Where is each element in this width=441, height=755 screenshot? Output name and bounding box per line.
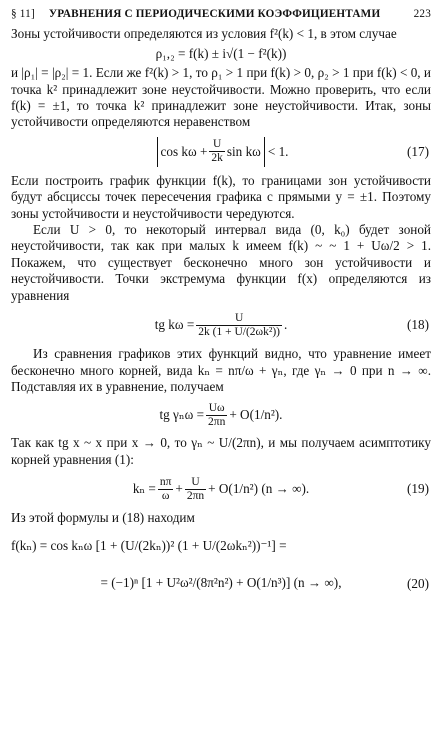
paragraph-2: и |ρ₁| = |ρ₂| = 1. Если же f²(k) > 1, то ρ₁ > 1 при f(k) > 0, ρ₂ > 1 при f(k) < 0, и точка k² принадлежит зоне неустойчивости. Можно проверить, что если f(k) = ±1, то точка k² принадлежит зоне неустойчивости. Итак, зоны устойчивости определяются неравенством xyxy=(11,65,431,130)
equation-f xyxy=(11,530,431,564)
equation-17 xyxy=(11,134,431,170)
paragraph-7: Из этой формулы и (18) находим xyxy=(11,510,195,526)
running-header xyxy=(11,6,431,22)
eq19-plus: + xyxy=(175,480,183,496)
abs-bar-right xyxy=(264,137,265,167)
eq19-num1: nπ xyxy=(159,475,172,488)
eq17-fraction xyxy=(209,138,225,165)
eq17-number: (17) xyxy=(407,143,429,159)
paragraph-5: Из сравнения графиков этих функций видно, что уравнение имеет бесконечно много корней, вида kₙ = nπ/ω + γₙ, где γₙ → 0 при n → ∞. Подставляя их в уравнение, получаем xyxy=(11,346,431,394)
eq19-den2: 2πn xyxy=(186,489,205,502)
eq20-text: = (−1)ⁿ [1 + U²ω²/(8π²n²) + O(1/n³)] (n → ∞), xyxy=(100,575,342,591)
paragraph-1: Зоны устойчивости определяются из условия f²(k) < 1, в этом случае xyxy=(11,26,397,42)
eq17-left: cos kω + xyxy=(160,143,208,159)
eq17-tail: < 1. xyxy=(267,143,289,159)
eqg-num: Uω xyxy=(206,402,227,416)
eq18-num: U xyxy=(196,312,282,326)
paragraph-3: Если построить график функции f(k), то границами зон устойчивости будут абсциссы точек пересечения графика с прямыми y = ±1. Поэтому зоны устойчивости и неустойчивости чередуются. xyxy=(11,172,431,221)
equation-18 xyxy=(11,307,431,343)
eq18-den: 2k (1 + U/(2ωk²)) xyxy=(198,325,280,338)
page-number: 223 xyxy=(413,8,431,20)
chapter-title: УРАВНЕНИЯ С ПЕРИОДИЧЕСКИМИ КОЭФФИЦИЕНТАМИ xyxy=(48,8,381,20)
equation-gamma xyxy=(11,398,431,432)
eq18-fraction xyxy=(196,312,282,339)
eqg-den: 2πn xyxy=(208,415,226,428)
section-ref: § 11] xyxy=(11,8,35,20)
eqf-text: f(kₙ) = cos kₙω [1 + (U/(2kₙ))² (1 + U/(2ωkₙ²))⁻¹] = xyxy=(11,538,287,554)
eqg-fraction xyxy=(206,402,227,429)
eq18-number: (18) xyxy=(407,316,429,332)
eq19-left: kₙ = xyxy=(132,480,156,496)
eq20-number: (20) xyxy=(407,575,429,591)
eqg-left: tg γₙω = xyxy=(159,407,205,423)
eq19-den1: ω xyxy=(161,489,170,502)
eq17-den: 2k xyxy=(211,152,223,165)
eq19-number: (19) xyxy=(407,480,429,496)
eq19-fraction-1 xyxy=(158,476,174,503)
eq19-right: + O(1/n²) (n → ∞). xyxy=(208,480,310,496)
equation-20 xyxy=(11,567,431,601)
paragraph-4: Если U > 0, то некоторый интервал вида (0, k₀) будет зоной неустойчивости, так как при малых k имеем f(k) ~ ~ 1 + Uω/2 > 1. Покажем, что существует бесконечно много зон устойчивости и неустойчивости. Точки экстремума функции f(x) определяются из уравнения xyxy=(11,222,431,303)
eq19-fraction-2 xyxy=(185,476,206,503)
eq18-left: tg kω = xyxy=(154,316,195,332)
eq19-num2: U xyxy=(185,476,206,490)
equation-rho-text: ρ₁,₂ = f(k) ± i√(1 − f²(k)) xyxy=(155,45,287,61)
equation-19 xyxy=(11,471,431,507)
abs-bar-left xyxy=(157,137,158,167)
eq18-tail: . xyxy=(283,316,288,332)
eq17-num: U xyxy=(209,138,225,152)
paragraph-6: Так как tg x ~ x при x → 0, то γₙ ~ U/(2πn), и мы получаем асимптотику корней уравнения (1): xyxy=(11,435,431,467)
eqg-right: + O(1/n²). xyxy=(229,407,283,423)
equation-rho xyxy=(11,46,431,62)
eq17-right: sin kω xyxy=(226,143,261,159)
